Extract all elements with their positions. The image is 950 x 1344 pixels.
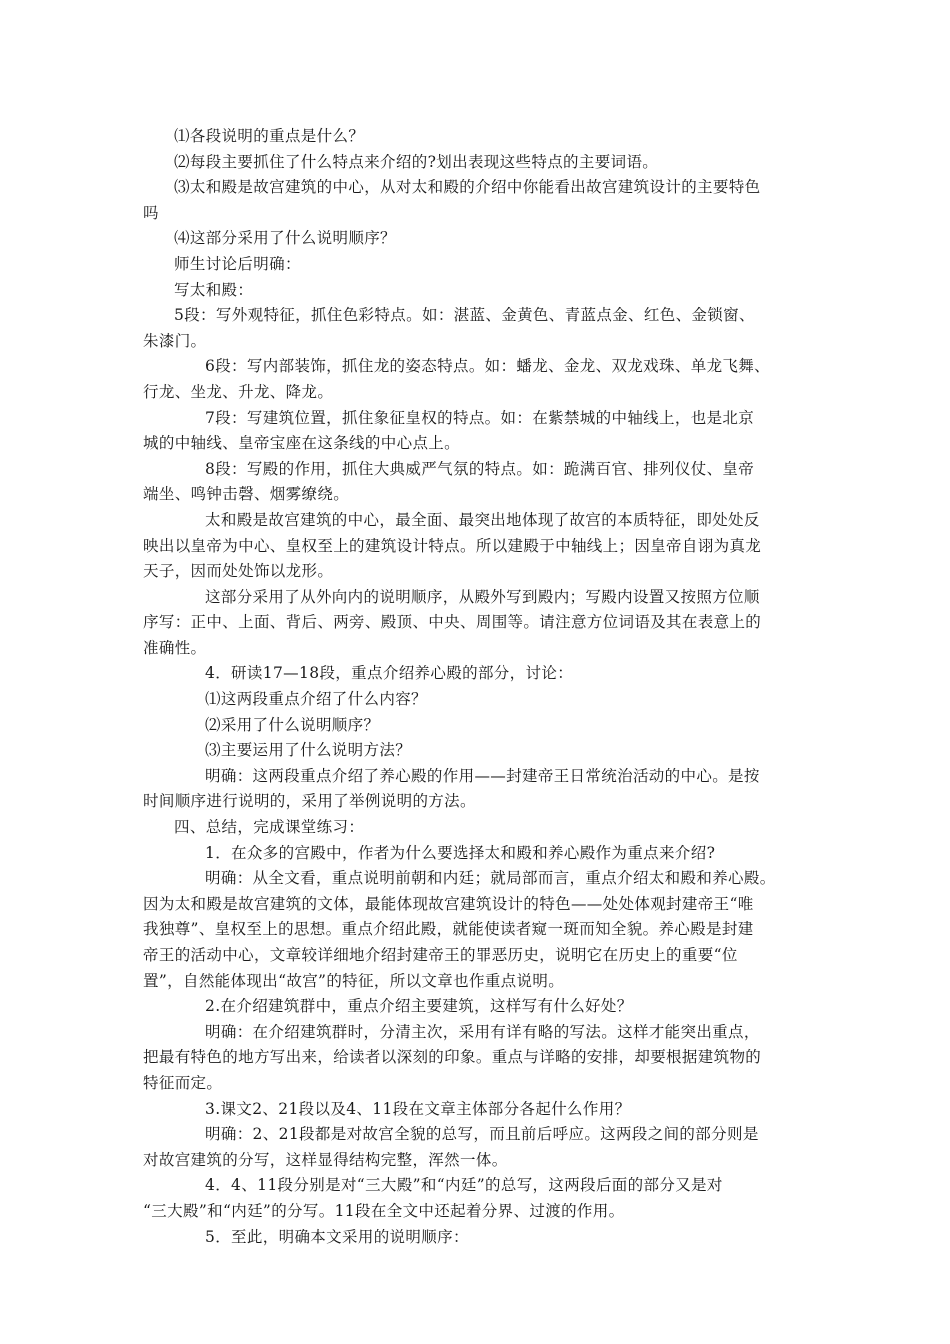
text-line: 映出以皇帝为中心、皇权至上的建筑设计特点。所以建殿于中轴线上；因皇帝自诩为真龙 — [143, 536, 762, 555]
text-line: 这部分采用了从外向内的说明顺序，从殿外写到殿内；写殿内设置又按照方位顺 — [205, 587, 760, 606]
text-line: 3.课文2、21段以及4、11段在文章主体部分各起什么作用？ — [205, 1099, 631, 1118]
text-line: ⑵每段主要抓住了什么特点来介绍的?划出表现这些特点的主要词语。 — [174, 152, 659, 171]
text-line: 师生讨论后明确： — [174, 254, 301, 273]
text-line: 对故宫建筑的分写，这样显得结构完整，浑然一体。 — [143, 1150, 508, 1169]
text-line: ⑷这部分采用了什么说明顺序？ — [174, 229, 396, 248]
text-line: 时间顺序进行说明的，采用了举例说明的方法。 — [143, 792, 476, 811]
document-body — [143, 124, 807, 1250]
text-line: 明确：在介绍建筑群时，分清主次，采用有详有略的写法。这样才能突出重点， — [205, 1022, 760, 1041]
text-line: 6段：写内部装饰，抓住龙的姿态特点。如：蟠龙、金龙、双龙戏珠、单龙飞舞、 — [205, 357, 770, 376]
text-line: 吗 — [143, 203, 159, 222]
text-line: 5段：写外观特征，抓住色彩特点。如：湛蓝、金黄色、青蓝点金、红色、金锁窗、 — [174, 306, 755, 325]
text-line: 因为太和殿是故宫建筑的文体，最能体现故宫建筑设计的特色——处处体观封建帝王“唯 — [143, 894, 754, 913]
text-line: 明确：从全文看，重点说明前朝和内廷；就局部而言，重点介绍太和殿和养心殿。 — [205, 869, 776, 888]
text-line: 4．4、11段分别是对“三大殿”和“内廷”的总写，这两段后面的部分又是对 — [205, 1176, 723, 1195]
text-line: 我独尊”、皇权至上的思想。重点介绍此殿，就能使读者窥一斑而知全貌。养心殿是封建 — [143, 920, 754, 939]
text-line: 5．至此，明确本文采用的说明顺序： — [205, 1227, 469, 1246]
text-line: ⑴各段说明的重点是什么？ — [174, 127, 365, 145]
text-line: 序写：正中、上面、背后、两旁、殿顶、中央、周围等。请注意方位词语及其在表意上的 — [143, 613, 762, 632]
text-line: 行龙、坐龙、升龙、降龙。 — [143, 382, 334, 401]
text-line: “三大殿”和“内廷”的分写。11段在全文中还起着分界、过渡的作用。 — [143, 1201, 625, 1220]
text-line: 准确性。 — [143, 638, 207, 657]
text-line: 四、总结，完成课堂练习： — [174, 818, 365, 837]
text-line: 8段：写殿的作用，抓住大典威严气氛的特点。如：跪满百官、排列仪仗、皇帝 — [205, 459, 755, 478]
text-line: 4．研读17—18段，重点介绍养心殿的部分，讨论： — [205, 664, 574, 683]
text-line: ⑶太和殿是故宫建筑的中心，从对太和殿的介绍中你能看出故宫建筑设计的主要特色 — [174, 178, 761, 197]
text-line: 天子，因而处处饰以龙形。 — [143, 562, 334, 581]
text-line: 7段：写建筑位置，抓住象征皇权的特点。如：在紫禁城的中轴线上，也是北京 — [205, 408, 755, 427]
text-line: ⑵采用了什么说明顺序？ — [205, 715, 380, 734]
text-line: 2.在介绍建筑群中，重点介绍主要建筑，这样写有什么好处？ — [205, 997, 633, 1016]
text-line: 明确：这两段重点介绍了养心殿的作用——封建帝王日常统治活动的中心。是按 — [205, 766, 760, 785]
text-line: ⑴这两段重点介绍了什么内容？ — [205, 690, 427, 709]
text-line: 城的中轴线、皇帝宝座在这条线的中心点上。 — [143, 434, 461, 453]
text-line: 端坐、鸣钟击磬、烟雾缭绕。 — [143, 485, 350, 504]
text-line: 1．在众多的宫殿中，作者为什么要选择太和殿和养心殿作为重点来介绍? — [205, 843, 716, 862]
text-line: 特征而定。 — [143, 1073, 223, 1092]
text-line: 置”，自然能体现出“故宫”的特征，所以文章也作重点说明。 — [143, 971, 565, 990]
text-line: 明确：2、21段都是对故宫全貌的总写，而且前后呼应。这两段之间的部分则是 — [205, 1125, 759, 1144]
text-line: 写太和殿： — [174, 280, 254, 299]
text-line: 帝王的活动中心，文章较详细地介绍封建帝王的罪恶历史，说明它在历史上的重要“位 — [143, 946, 738, 964]
text-line: 太和殿是故宫建筑的中心，最全面、最突出地体现了故宫的本质特征，即处处反 — [205, 510, 760, 529]
text-line: 朱漆门。 — [143, 331, 207, 350]
text-line: ⑶主要运用了什么说明方法？ — [205, 741, 412, 760]
text-line: 把最有特色的地方写出来，给读者以深刻的印象。重点与详略的安排，却要根据建筑物的 — [143, 1048, 762, 1067]
